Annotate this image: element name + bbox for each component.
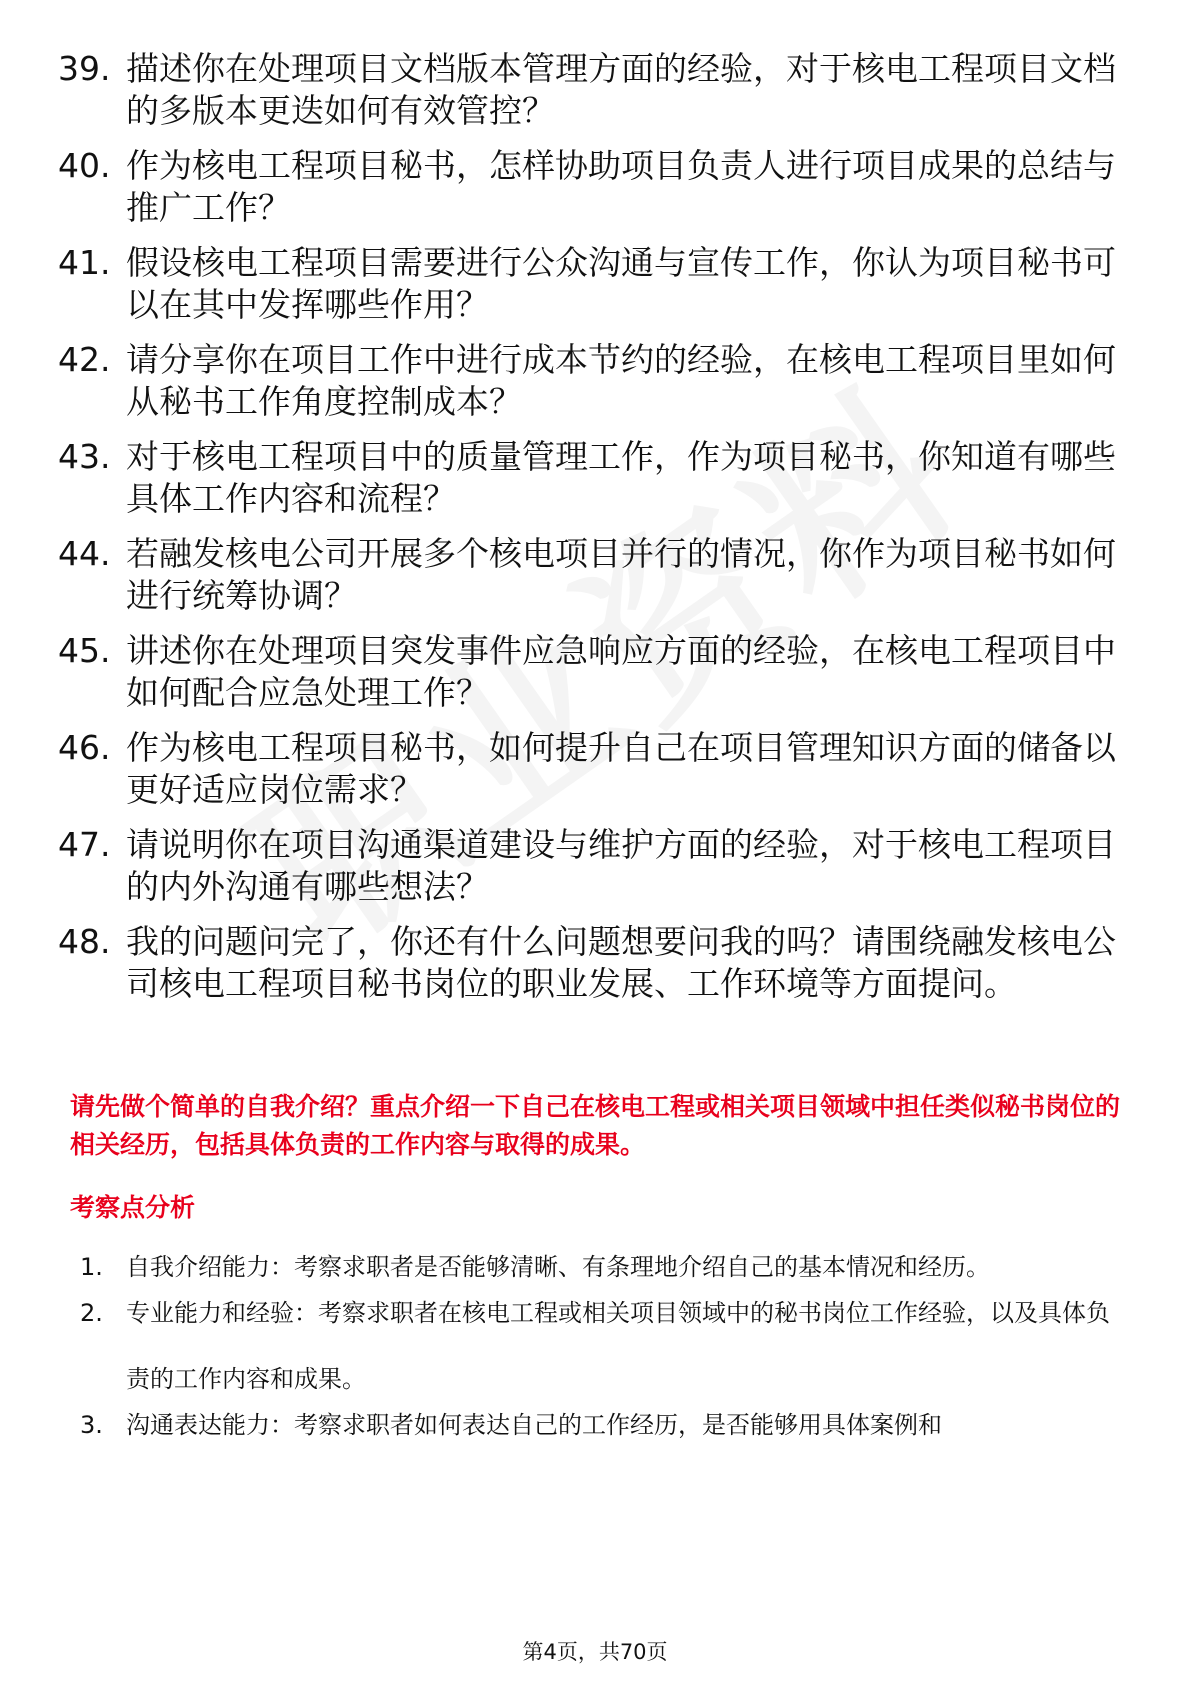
question-item xyxy=(58,48,1128,132)
question-text: 对于核电工程项目中的质量管理工作，作为项目秘书，你知道有哪些具体工作内容和流程？ xyxy=(126,437,1116,518)
question-number: 46. xyxy=(58,728,111,767)
analysis-text: 自我介绍能力：考察求职者是否能够清晰、有条理地介绍自己的基本情况和经历。 xyxy=(126,1253,990,1281)
question-number: 42. xyxy=(58,340,111,379)
question-number: 43. xyxy=(58,437,111,476)
question-text: 作为核电工程项目秘书，怎样协助项目负责人进行项目成果的总结与推广工作？ xyxy=(126,146,1116,227)
question-item xyxy=(58,242,1128,326)
question-number: 47. xyxy=(58,825,111,864)
question-text: 请说明你在项目沟通渠道建设与维护方面的经验，对于核电工程项目的内外沟通有哪些想法？ xyxy=(126,825,1116,906)
question-text: 请分享你在项目工作中进行成本节约的经验，在核电工程项目里如何从秘书工作角度控制成本？ xyxy=(126,340,1116,421)
question-item xyxy=(58,824,1128,908)
question-item xyxy=(58,727,1128,811)
analysis-number: 3. xyxy=(80,1411,103,1439)
analysis-number: 2. xyxy=(80,1299,103,1327)
question-number: 48. xyxy=(58,922,111,961)
analysis-text: 沟通表达能力：考察求职者如何表达自己的工作经历，是否能够用具体案例和 xyxy=(126,1411,942,1439)
question-item xyxy=(58,630,1128,714)
question-item xyxy=(58,533,1128,617)
question-text: 我的问题问完了，你还有什么问题想要问我的吗？请围绕融发核电公司核电工程项目秘书岗位的职业发展、工作环境等方面提问。 xyxy=(126,922,1116,1003)
question-number: 45. xyxy=(58,631,111,670)
question-text: 假设核电工程项目需要进行公众沟通与宣传工作，你认为项目秘书可以在其中发挥哪些作用？ xyxy=(126,243,1116,324)
question-text: 讲述你在处理项目突发事件应急响应方面的经验，在核电工程项目中如何配合应急处理工作？ xyxy=(126,631,1116,712)
question-item xyxy=(58,145,1128,229)
page-footer: 第4页，共70页 xyxy=(522,1640,668,1664)
question-number: 39. xyxy=(58,49,111,88)
question-item xyxy=(58,921,1128,1005)
analysis-title: 考察点分析 xyxy=(70,1193,196,1222)
analysis-item xyxy=(80,1392,1130,1458)
highlight-question: 请先做个简单的自我介绍？重点介绍一下自己在核电工程或相关项目领域中担任类似秘书岗位的相关经历，包括具体负责的工作内容与取得的成果。 xyxy=(70,1092,1121,1159)
question-number: 40. xyxy=(58,146,111,185)
question-number: 41. xyxy=(58,243,111,282)
question-number: 44. xyxy=(58,534,111,573)
question-item xyxy=(58,339,1128,423)
question-list xyxy=(58,48,1128,1018)
question-text: 作为核电工程项目秘书，如何提升自己在项目管理知识方面的储备以更好适应岗位需求？ xyxy=(126,728,1116,809)
analysis-text: 专业能力和经验：考察求职者在核电工程或相关项目领域中的秘书岗位工作经验，以及具体负责的工作内容和成果。 xyxy=(126,1299,1110,1393)
question-text: 描述你在处理项目文档版本管理方面的经验，对于核电工程项目文档的多版本更迭如何有效管控？ xyxy=(126,49,1116,130)
question-text: 若融发核电公司开展多个核电项目并行的情况，你作为项目秘书如何进行统筹协调？ xyxy=(126,534,1116,615)
analysis-number: 1. xyxy=(80,1253,103,1281)
analysis-list xyxy=(80,1253,1130,1458)
question-item xyxy=(58,436,1128,520)
